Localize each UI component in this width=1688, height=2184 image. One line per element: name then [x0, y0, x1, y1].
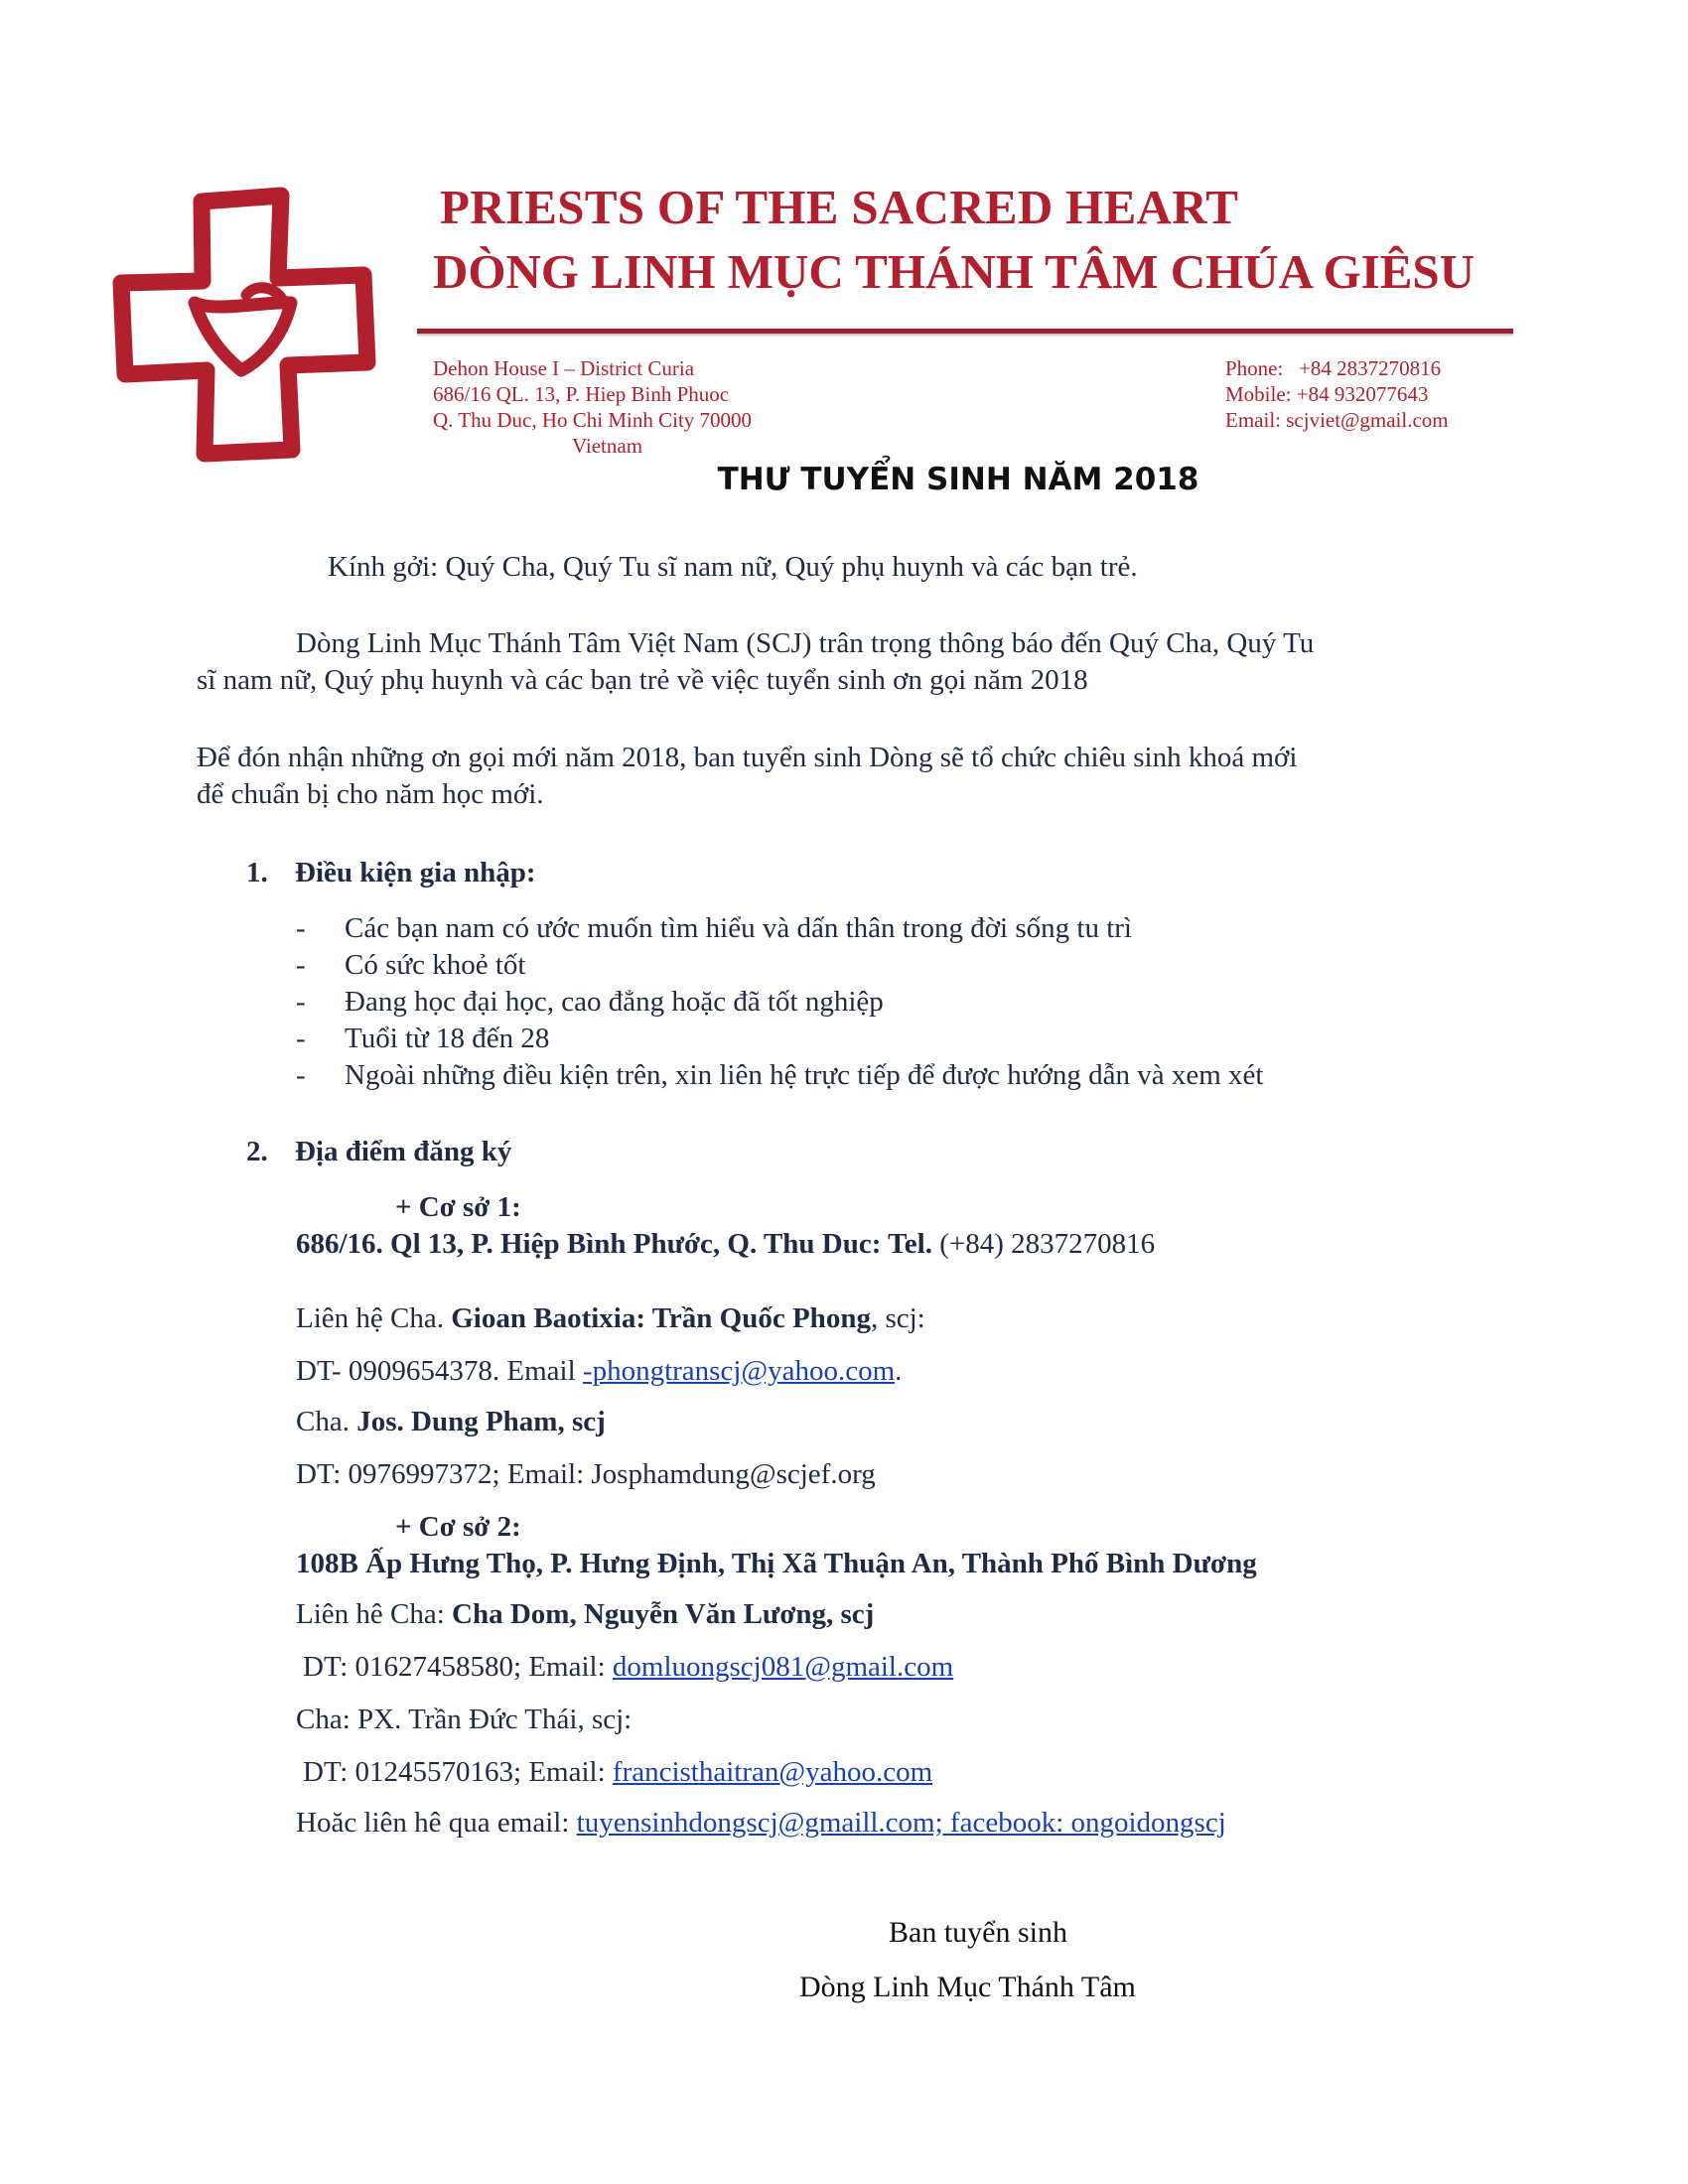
requirement-item: - Tuổi từ 18 đến 28: [296, 1023, 550, 1054]
signature-line-1: Ban tuyển sinh: [889, 1916, 1067, 1949]
address-country: Vietnam: [572, 434, 643, 458]
general-contact: Hoăc liên hê qua email: tuyensinhdongscj@gmaill.com; facebook: ongoidongscj: [296, 1807, 1226, 1839]
requirement-item: - Đang học đại học, cao đẳng hoặc đã tốt nghiệp: [296, 986, 884, 1018]
signature-line-2: Dòng Linh Mục Thánh Tâm: [799, 1971, 1136, 2003]
site-2-contact-2-phone: DT: 01245570163; Email: francisthaitran@yahoo.com: [303, 1756, 933, 1788]
site-1-contact-1-phone: DT- 0909654378. Email -phongtranscj@yahoo.com.: [296, 1355, 903, 1387]
section-1-heading: [246, 857, 536, 889]
contact-phone: Phone: +84 2837270816: [1225, 356, 1442, 380]
site-2-label: + Cơ sở 2:: [395, 1511, 521, 1543]
header-divider: [417, 329, 1513, 334]
requirement-item: - Các bạn nam có ước muốn tìm hiểu và dấn thân trong đời sống tu trì: [296, 912, 1132, 944]
section-title: Địa điểm đăng ký: [295, 1136, 512, 1167]
site-1-contact-2: Cha. Jos. Dung Pham, scj: [296, 1406, 606, 1437]
document-title: [0, 462, 1688, 497]
site-1-contact-2-phone: DT: 0976997372; Email: Josphamdung@scjef.org: [296, 1458, 876, 1490]
email-link[interactable]: francisthaitran@yahoo.com: [612, 1756, 933, 1788]
site-2-contact-1-phone: DT: 01627458580; Email: domluongscj081@gmail.com: [303, 1651, 954, 1683]
section-2-heading: [246, 1136, 511, 1168]
intro-line-1: Dòng Linh Mục Thánh Tâm Việt Nam (SCJ) trân trọng thông báo đến Quý Cha, Quý Tu: [296, 627, 1315, 659]
site-2-contact-1: Liên hê Cha: Cha Dom, Nguyễn Văn Lương, scj: [296, 1598, 875, 1630]
site-2-contact-2: Cha: PX. Trần Đức Thái, scj:: [296, 1704, 633, 1735]
email-link[interactable]: -phongtranscj@yahoo.com: [582, 1355, 896, 1387]
requirement-item: - Có sức khoẻ tốt: [296, 949, 526, 981]
contact-email: Email: scjviet@gmail.com: [1225, 408, 1449, 432]
intro-line-2: sĩ nam nữ, Quý phụ huynh và các bạn trẻ về việc tuyển sinh ơn gọi năm 2018: [197, 664, 1088, 696]
email-link[interactable]: domluongscj081@gmail.com: [612, 1651, 954, 1683]
org-title-vi: DÒNG LINH MỤC THÁNH TÂM CHÚA GIÊSU: [433, 244, 1476, 299]
sacred-heart-cross-logo-icon: [107, 184, 385, 472]
document-title-text: THƯ TUYỂN SINH NĂM 2018: [717, 462, 1199, 497]
para2-line-2: để chuẩn bị cho năm học mới.: [197, 778, 544, 810]
org-title-en: PRIESTS OF THE SACRED HEART: [440, 180, 1239, 234]
site-1-label: + Cơ sở 1:: [395, 1191, 521, 1223]
site-2-address: 108B Ấp Hưng Thọ, P. Hưng Định, Thị Xã Thuận An, Thành Phố Bình Dương: [296, 1548, 1257, 1579]
section-number: 2.: [246, 1136, 268, 1167]
section-title: Điều kiện gia nhập:: [295, 857, 536, 888]
address-line: Dehon House I – District Curia: [433, 356, 695, 380]
site-1-contact-1: Liên hệ Cha. Gioan Baotixia: Trần Quốc Phong, scj:: [296, 1302, 925, 1334]
section-number: 1.: [246, 857, 268, 888]
address-line: Q. Thu Duc, Ho Chi Minh City 70000: [433, 408, 753, 432]
org-address: [433, 355, 752, 459]
greeting: Kính gởi: Quý Cha, Quý Tu sĩ nam nữ, Quý phụ huynh và các bạn trẻ.: [328, 551, 1138, 583]
address-line: 686/16 QL. 13, P. Hiep Binh Phuoc: [433, 382, 730, 406]
para2-line-1: Để đón nhận những ơn gọi mới năm 2018, ban tuyển sinh Dòng sẽ tổ chức chiêu sinh khoá mới: [197, 742, 1298, 773]
requirement-item: - Ngoài những điều kiện trên, xin liên hệ trực tiếp để được hướng dẫn và xem xét: [296, 1059, 1264, 1091]
site-1-address: 686/16. Ql 13, P. Hiệp Bình Phước, Q. Thu Duc: Tel. (+84) 2837270816: [296, 1228, 1156, 1260]
org-contact: [1225, 355, 1449, 433]
contact-mobile: Mobile: +84 932077643: [1225, 382, 1429, 406]
general-contact-link[interactable]: tuyensinhdongscj@gmaill.com; facebook: ongoidongscj: [576, 1807, 1226, 1839]
